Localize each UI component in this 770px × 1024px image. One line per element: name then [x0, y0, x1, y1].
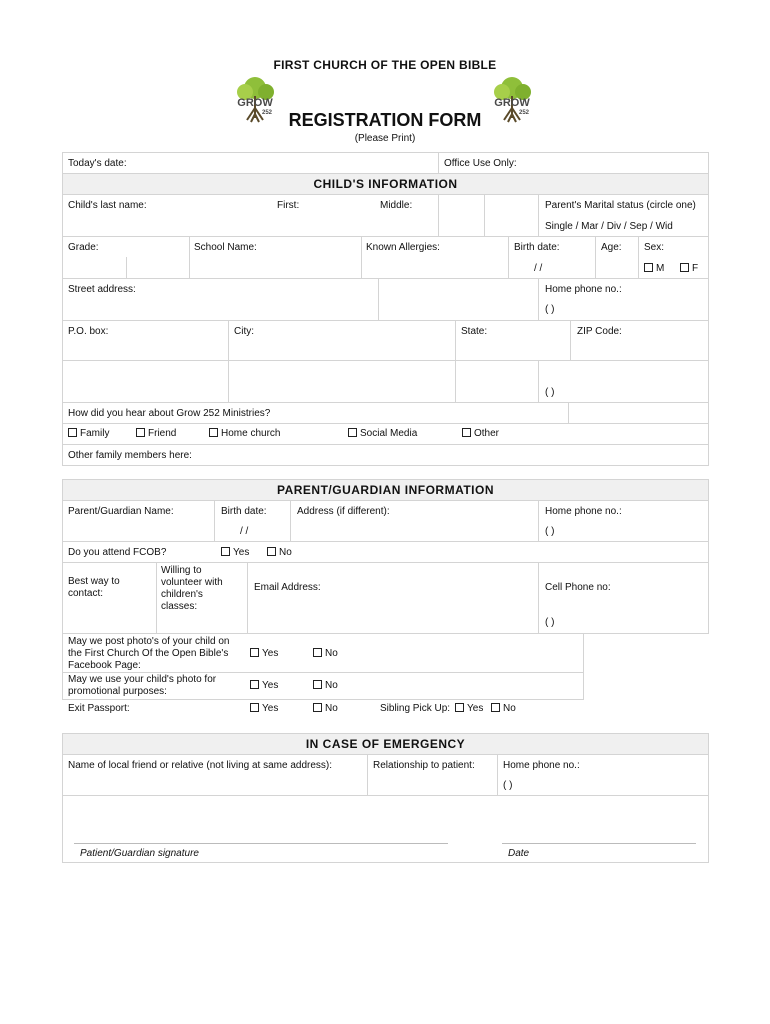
best-way-label-2: contact:	[68, 588, 104, 599]
local-friend-label: Name of local friend or relative (not living at same address):	[68, 760, 333, 771]
yes-label: Yes	[262, 648, 279, 659]
todays-date-label: Today's date:	[68, 158, 127, 169]
sibling-yes-option[interactable]	[455, 703, 483, 715]
signature-label: Patient/Guardian signature	[80, 848, 199, 859]
parent-home-phone-parens: ( )	[545, 526, 555, 537]
checkbox-icon[interactable]	[221, 547, 230, 556]
sex-f-option[interactable]	[680, 263, 698, 275]
hear-option-other[interactable]	[462, 428, 499, 440]
promo-yes-option[interactable]	[250, 680, 278, 692]
checkbox-icon[interactable]	[462, 428, 471, 437]
child-home-phone-label: Home phone no.:	[545, 284, 622, 295]
age-label: Age:	[601, 242, 622, 253]
hear-option-social-media[interactable]	[348, 428, 417, 440]
street-address-label: Street address:	[68, 284, 136, 295]
photo-question-line-2: the First Church Of the Open Bible's	[68, 648, 229, 659]
promo-question-line-2: promotional purposes:	[68, 686, 167, 697]
parent-birth-date-label: Birth date:	[221, 506, 267, 517]
signature-date-label: Date	[508, 848, 530, 859]
yes-label: Yes	[262, 680, 279, 691]
church-name: FIRST CHURCH OF THE OPEN BIBLE	[273, 58, 497, 72]
logo-text: GROW	[494, 97, 530, 109]
marital-status-label: Parent's Marital status (circle one)	[545, 200, 696, 211]
city-label: City:	[234, 326, 254, 337]
child-first-name-label: First:	[277, 200, 300, 211]
form-subtitle: (Please Print)	[354, 133, 416, 144]
no-label: No	[503, 703, 516, 714]
checkbox-icon[interactable]	[136, 428, 145, 437]
hear-option-home-church[interactable]	[209, 428, 280, 440]
signature-line[interactable]	[74, 843, 448, 844]
po-box-label: P.O. box:	[68, 326, 109, 337]
email-address-label: Email Address:	[254, 582, 321, 593]
checkbox-icon[interactable]	[491, 703, 500, 712]
yes-label: Yes	[233, 547, 250, 558]
checkbox-icon[interactable]	[348, 428, 357, 437]
photo-question-line-3: Facebook Page:	[68, 660, 141, 671]
logo-text: GROW	[237, 97, 273, 109]
willing-label-2: volunteer with	[161, 577, 223, 588]
checkbox-icon[interactable]	[250, 648, 259, 657]
attend-fcob-label: Do you attend FCOB?	[68, 547, 167, 558]
promo-no-option[interactable]	[313, 680, 338, 692]
emergency-home-phone-label: Home phone no.:	[503, 760, 580, 771]
checkbox-icon[interactable]	[209, 428, 218, 437]
willing-label-1: Willing to	[161, 565, 202, 576]
date-row	[62, 152, 709, 174]
checkbox-icon[interactable]	[644, 263, 653, 272]
sex-m-option[interactable]	[644, 263, 664, 275]
parent-birth-date-slashes: / /	[240, 526, 249, 537]
contact-row	[62, 562, 709, 634]
known-allergies-label: Known Allergies:	[366, 242, 440, 253]
parent-name-label: Parent/Guardian Name:	[68, 506, 174, 517]
childs-information-title: CHILD'S INFORMATION	[313, 177, 458, 191]
promo-question-line-1: May we use your child's photo for	[68, 674, 217, 685]
hear-option-friend[interactable]	[136, 428, 176, 440]
checkbox-icon[interactable]	[313, 680, 322, 689]
checkbox-icon[interactable]	[250, 680, 259, 689]
emergency-home-phone-parens: ( )	[503, 780, 513, 791]
sex-f-label: F	[692, 263, 699, 274]
zip-code-label: ZIP Code:	[577, 326, 622, 337]
best-way-label-1: Best way to	[68, 576, 120, 587]
checkbox-icon[interactable]	[313, 703, 322, 712]
no-label: No	[325, 680, 338, 691]
relationship-label: Relationship to patient:	[373, 760, 475, 771]
checkbox-icon[interactable]	[680, 263, 689, 272]
checkbox-icon[interactable]	[250, 703, 259, 712]
other-label: Other	[474, 428, 500, 439]
exit-no-option[interactable]	[313, 703, 338, 715]
cell-phone-parens: ( )	[545, 617, 555, 628]
friend-label: Friend	[148, 428, 177, 439]
parent-guardian-title: PARENT/GUARDIAN INFORMATION	[276, 483, 495, 497]
logo-number: 252	[261, 110, 273, 116]
attend-yes-option[interactable]	[221, 547, 249, 559]
emergency-title: IN CASE OF EMERGENCY	[305, 737, 466, 751]
photo-yes-option[interactable]	[250, 648, 278, 660]
sex-m-label: M	[656, 263, 665, 274]
exit-yes-option[interactable]	[250, 703, 278, 715]
checkbox-icon[interactable]	[313, 648, 322, 657]
sibling-pickup-label: Sibling Pick Up:	[380, 703, 451, 714]
child-home-phone-parens: ( )	[545, 304, 555, 315]
child-last-name-label: Child's last name:	[68, 200, 147, 211]
willing-label-3: children's	[161, 589, 203, 600]
hear-option-family[interactable]	[68, 428, 109, 440]
parent-home-phone-label: Home phone no.:	[545, 506, 622, 517]
no-label: No	[279, 547, 292, 558]
form-title: REGISTRATION FORM	[288, 110, 482, 130]
logo-number: 252	[518, 110, 530, 116]
sibling-no-option[interactable]	[491, 703, 516, 715]
social-media-label: Social Media	[360, 428, 418, 439]
cell-phone-label: Cell Phone no:	[545, 582, 611, 593]
how-did-you-hear-label: How did you hear about Grow 252 Ministries?	[68, 408, 271, 419]
marital-status-options[interactable]: Single / Mar / Div / Sep / Wid	[545, 221, 673, 232]
family-label: Family	[80, 428, 110, 439]
child-birth-date-slashes: / /	[534, 263, 543, 274]
willing-label-4: classes:	[161, 601, 198, 612]
photo-no-option[interactable]	[313, 648, 338, 660]
attend-no-option[interactable]	[267, 547, 292, 559]
checkbox-icon[interactable]	[455, 703, 464, 712]
yes-label: Yes	[262, 703, 279, 714]
school-name-label: School Name:	[194, 242, 257, 253]
office-use-label: Office Use Only:	[444, 158, 517, 169]
sex-label: Sex:	[644, 242, 665, 253]
no-label: No	[325, 703, 338, 714]
checkbox-icon[interactable]	[68, 428, 77, 437]
other-family-members-label: Other family members here:	[68, 450, 192, 461]
child-birth-date-label: Birth date:	[514, 242, 560, 253]
parent-address-label: Address (if different):	[297, 506, 390, 517]
checkbox-icon[interactable]	[267, 547, 276, 556]
no-label: No	[325, 648, 338, 659]
yes-label: Yes	[467, 703, 484, 714]
photo-question-line-1: May we post photo's of your child on	[68, 636, 230, 647]
grade-label: Grade:	[68, 242, 99, 253]
child-middle-name-label: Middle:	[380, 200, 413, 211]
state-label: State:	[461, 326, 488, 337]
home-church-label: Home church	[221, 428, 281, 439]
date-line[interactable]	[502, 843, 696, 844]
extra-phone-parens: ( )	[545, 387, 555, 398]
exit-passport-label: Exit Passport:	[68, 703, 130, 714]
